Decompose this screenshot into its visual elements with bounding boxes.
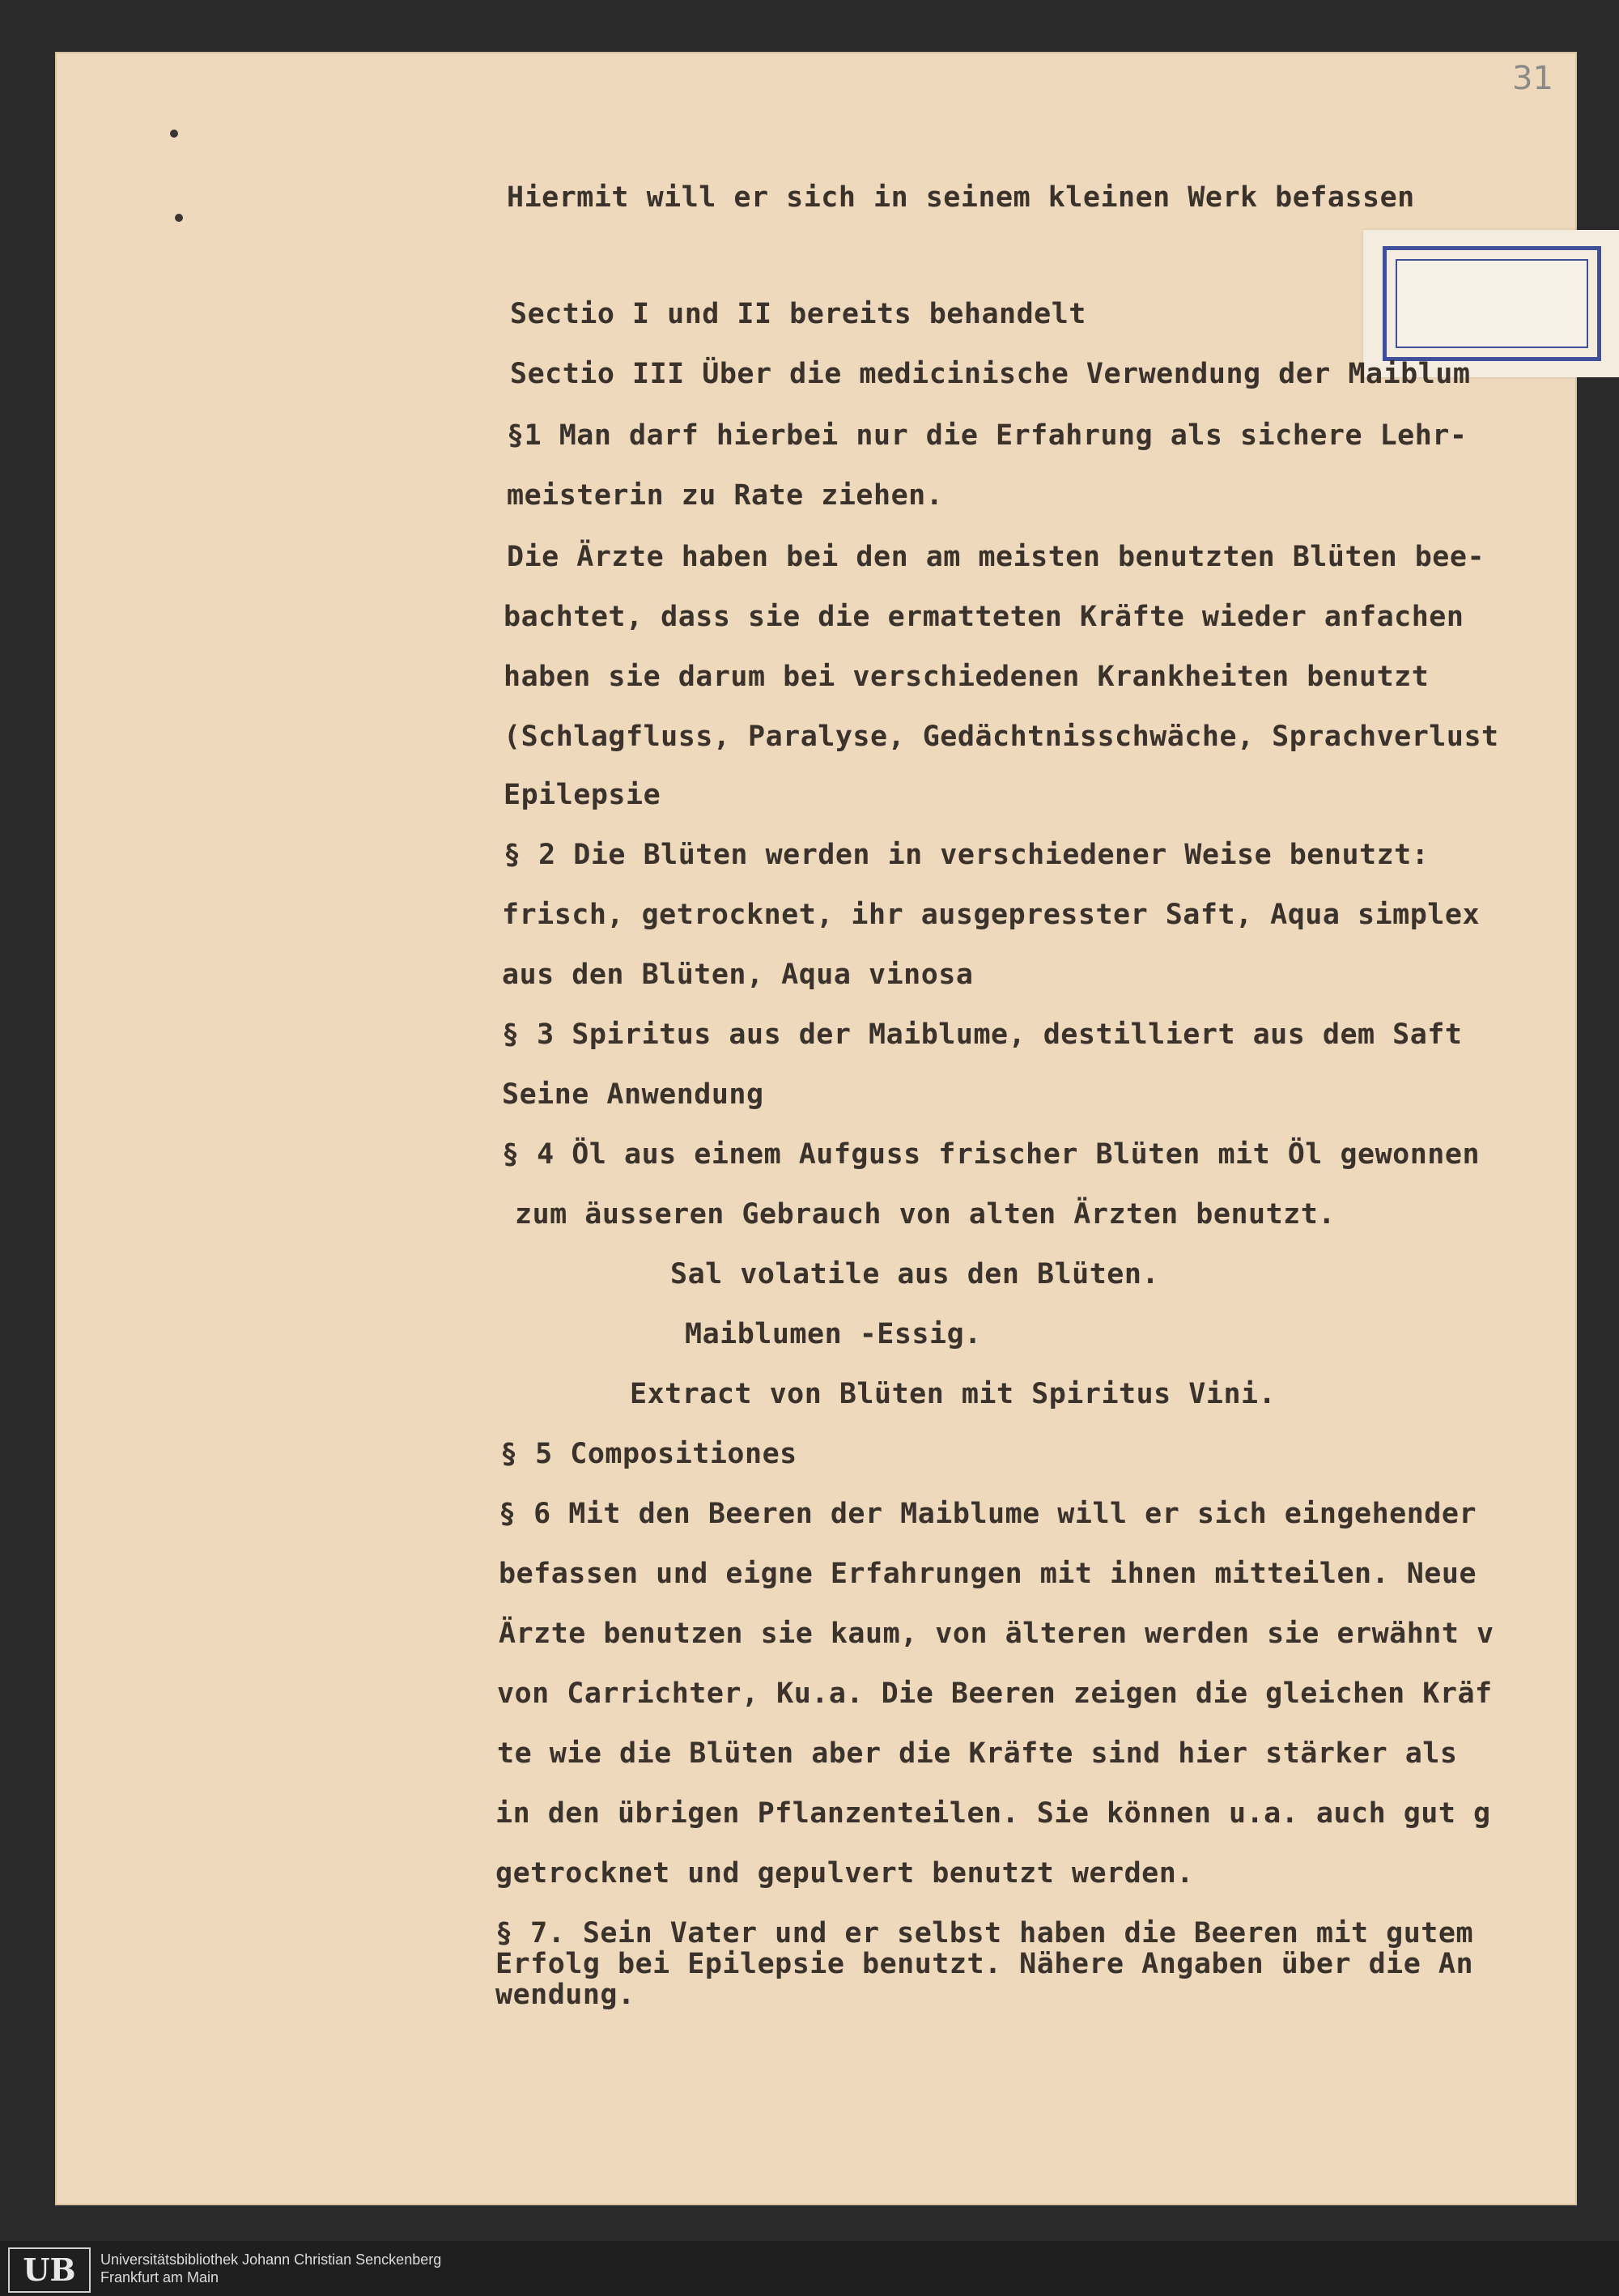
text-line: te wie die Blüten aber die Kräfte sind hier stärker als	[497, 1737, 1458, 1770]
punch-hole-mark	[175, 214, 183, 222]
text-line: Epilepsie	[504, 779, 661, 811]
ub-logo: UB	[8, 2247, 91, 2293]
text-line: von Carrichter, Ku.a. Die Beeren zeigen die gleichen Kräf	[497, 1677, 1493, 1710]
text-line: getrocknet und gepulvert benutzt werden.	[495, 1857, 1194, 1890]
text-line: meisterin zu Rate ziehen.	[507, 479, 944, 512]
text-line: wendung.	[495, 1979, 635, 2011]
punch-hole-mark	[170, 130, 178, 138]
text-line: haben sie darum bei verschiedenen Krankheiten benutzt	[504, 661, 1430, 693]
text-line: (Schlagfluss, Paralyse, Gedächtnisschwäche, Sprachverlust	[504, 721, 1499, 753]
text-line: Sectio III Über die medicinische Verwendung der Maiblum	[510, 358, 1471, 390]
text-line: Die Ärzte haben bei den am meisten benutzten Blüten bee-	[507, 541, 1485, 573]
text-line: §1 Man darf hierbei nur die Erfahrung als sichere Lehr-	[507, 419, 1468, 452]
text-line: Seine Anwendung	[502, 1078, 764, 1111]
text-line: Sectio I und II bereits behandelt	[510, 298, 1086, 330]
text-line: in den übrigen Pflanzenteilen. Sie können u.a. auch gut g	[495, 1797, 1491, 1830]
text-line: befassen und eigne Erfahrungen mit ihnen mitteilen. Neue	[499, 1558, 1477, 1590]
label-inner-frame	[1396, 259, 1588, 348]
text-line: Erfolg bei Epilepsie benutzt. Nähere Angaben über die An	[495, 1948, 1474, 1980]
text-line: bachtet, dass sie die ermatteten Kräfte wieder anfachen	[504, 601, 1464, 633]
folio-number: 31	[1512, 60, 1553, 97]
text-line: § 7. Sein Vater und er selbst haben die Beeren mit gutem	[495, 1917, 1474, 1949]
text-line: frisch, getrocknet, ihr ausgepresster Saft, Aqua simplex	[502, 899, 1481, 931]
text-line: § 4 Öl aus einem Aufguss frischer Blüten mit Öl gewonnen	[502, 1138, 1481, 1171]
text-line: § 6 Mit den Beeren der Maiblume will er sich eingehender	[499, 1498, 1477, 1530]
text-line: Ärzte benutzen sie kaum, von älteren werden sie erwähnt v	[499, 1618, 1494, 1650]
library-city: Frankfurt am Main	[100, 2269, 219, 2285]
archive-label-sticker	[1363, 230, 1619, 377]
text-line: Sal volatile aus den Blüten.	[670, 1258, 1160, 1290]
library-footer-bar	[0, 2241, 1619, 2296]
text-line: Maiblumen -Essig.	[685, 1318, 982, 1350]
library-credit	[100, 2251, 441, 2286]
library-name: Universitätsbibliothek Johann Christian Senckenberg	[100, 2251, 442, 2268]
text-line: Extract von Blüten mit Spiritus Vini.	[630, 1378, 1277, 1410]
text-line: § 3 Spiritus aus der Maiblume, destilliert aus dem Saft	[502, 1018, 1463, 1051]
text-line: aus den Blüten, Aqua vinosa	[502, 959, 974, 991]
text-line: § 5 Compositiones	[500, 1438, 797, 1470]
text-line: zum äusseren Gebrauch von alten Ärzten benutzt.	[515, 1198, 1336, 1231]
text-line: § 2 Die Blüten werden in verschiedener Weise benutzt:	[504, 839, 1430, 871]
text-line: Hiermit will er sich in seinem kleinen Werk befassen	[507, 181, 1415, 214]
